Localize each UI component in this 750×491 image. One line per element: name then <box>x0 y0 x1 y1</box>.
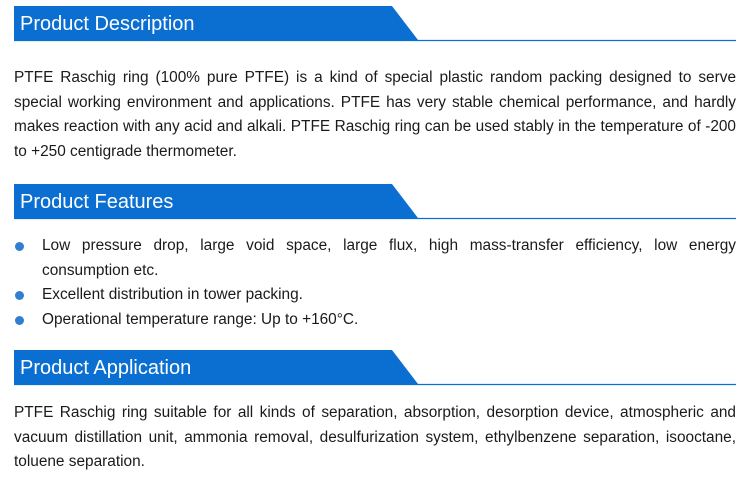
bullet-dot-icon <box>15 291 24 300</box>
description-header <box>14 6 736 42</box>
description-text: PTFE Raschig ring (100% pure PTFE) is a kind of special plastic random packing designed to serve special working environment and applications. PTFE has very stable chemical performance, and hardly makes reaction with any acid and alkali. PTFE Raschig ring can be used stably in the temperature of -200 to +250 centigrade thermometer. <box>14 69 736 160</box>
feature-item <box>14 308 736 333</box>
feature-item <box>14 234 736 283</box>
feature-item <box>14 283 736 308</box>
features-title: Product Features <box>20 191 174 213</box>
application-title: Product Application <box>20 357 192 379</box>
application-header <box>14 350 736 386</box>
bullet-dot-icon <box>15 316 24 325</box>
application-text: PTFE Raschig ring suitable for all kinds of separation, absorption, desorption device, atmospheric and vacuum distillation unit, ammonia removal, desulfurization system, ethylbenzene separation, isooctane, toluene separation. <box>14 404 736 470</box>
features-list <box>14 234 736 332</box>
feature-item-text: Low pressure drop, large void space, large flux, high mass-transfer efficiency, low energy consumption etc. <box>42 237 736 279</box>
features-header <box>14 184 736 220</box>
feature-item-text: Operational temperature range: Up to +160°C. <box>42 310 359 328</box>
bullet-dot-icon <box>15 242 24 251</box>
description-title: Product Description <box>20 13 195 35</box>
feature-item-text: Excellent distribution in tower packing. <box>42 286 303 303</box>
